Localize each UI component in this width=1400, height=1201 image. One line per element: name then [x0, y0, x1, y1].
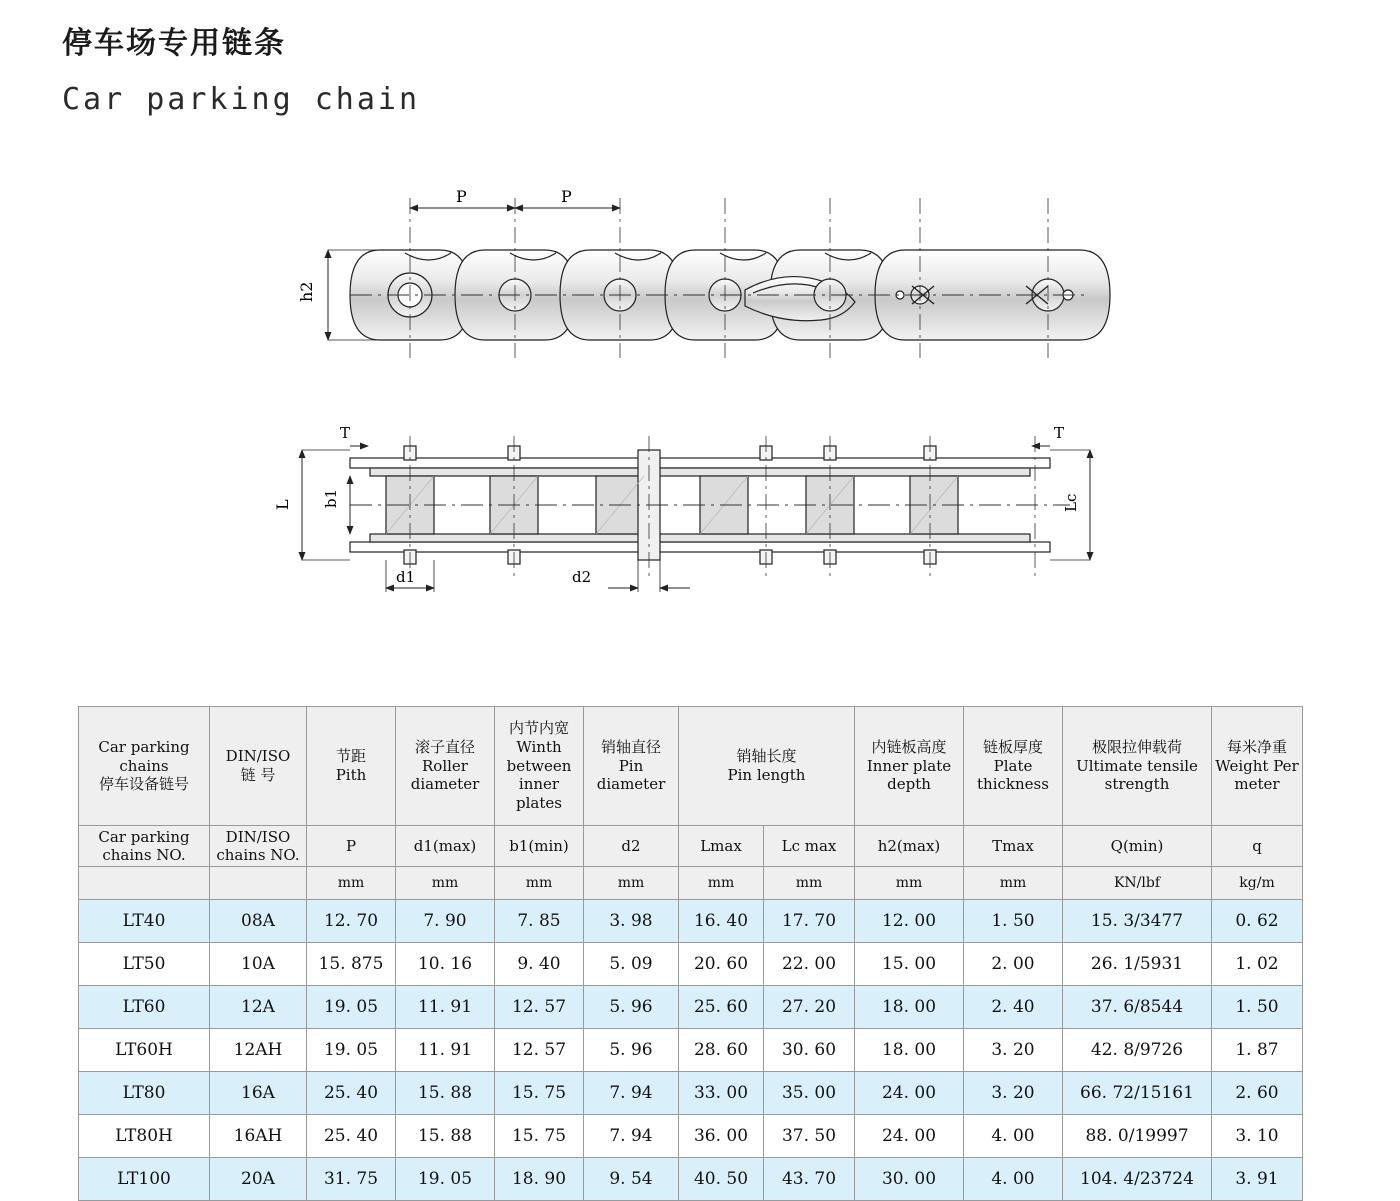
- cell-h2max: 30. 00: [855, 1158, 964, 1201]
- cell-pin-diameter: 5. 96: [584, 1029, 679, 1072]
- cell-qmin: 37. 6/8544: [1063, 986, 1212, 1029]
- unit-inner-width: mm: [495, 867, 584, 900]
- dim-label-pitch-2: P: [561, 187, 572, 206]
- cell-pin-diameter: 3. 98: [584, 900, 679, 943]
- cell-inner-width: 15. 75: [495, 1072, 584, 1115]
- cell-din-iso: 12A: [210, 986, 307, 1029]
- cell-pin-diameter: 7. 94: [584, 1072, 679, 1115]
- header-cell-pin-length: 销轴长度 Pin length: [679, 707, 855, 826]
- symbol-pitch: P: [307, 826, 396, 867]
- cell-pitch: 25. 40: [307, 1115, 396, 1158]
- symbol-q: q: [1212, 826, 1303, 867]
- cell-lmax: 16. 40: [679, 900, 764, 943]
- cell-inner-width: 12. 57: [495, 986, 584, 1029]
- cell-tmax: 4. 00: [964, 1158, 1063, 1201]
- unit-pitch: mm: [307, 867, 396, 900]
- cell-lmax: 33. 00: [679, 1072, 764, 1115]
- unit-lmax: mm: [679, 867, 764, 900]
- table-row: [79, 986, 1303, 1029]
- cell-q: 0. 62: [1212, 900, 1303, 943]
- cell-qmin: 15. 3/3477: [1063, 900, 1212, 943]
- header-cell-plate-thickness: 链板厚度 Plate thickness: [964, 707, 1063, 826]
- symbol-h2max: h2(max): [855, 826, 964, 867]
- cell-qmin: 88. 0/19997: [1063, 1115, 1212, 1158]
- cell-din-iso: 10A: [210, 943, 307, 986]
- cell-chain-no: LT60H: [79, 1029, 210, 1072]
- cell-q: 2. 60: [1212, 1072, 1303, 1115]
- header-cell-weight-per-meter: 每米净重 Weight Per meter: [1212, 707, 1303, 826]
- symbol-pin-diameter: d2: [584, 826, 679, 867]
- cell-pin-diameter: 5. 09: [584, 943, 679, 986]
- dim-label-t-left: T: [340, 424, 351, 442]
- cell-lmax: 25. 60: [679, 986, 764, 1029]
- cell-lmax: 40. 50: [679, 1158, 764, 1201]
- cell-q: 1. 87: [1212, 1029, 1303, 1072]
- cell-inner-width: 18. 90: [495, 1158, 584, 1201]
- symbol-lcmax: Lc max: [764, 826, 855, 867]
- cell-lcmax: 37. 50: [764, 1115, 855, 1158]
- cell-tmax: 3. 20: [964, 1072, 1063, 1115]
- cell-inner-width: 12. 57: [495, 1029, 584, 1072]
- header-cell-inner-plate-depth: 内链板高度 Inner plate depth: [855, 707, 964, 826]
- table-row: [79, 900, 1303, 943]
- cell-h2max: 18. 00: [855, 986, 964, 1029]
- cell-chain-no: LT40: [79, 900, 210, 943]
- cell-chain-no: LT100: [79, 1158, 210, 1201]
- dim-label-pitch-1: P: [456, 187, 467, 206]
- cell-lcmax: 17. 70: [764, 900, 855, 943]
- table-header-symbol-row: [79, 826, 1303, 867]
- cell-tmax: 1. 50: [964, 900, 1063, 943]
- cell-lcmax: 22. 00: [764, 943, 855, 986]
- cell-inner-width: 9. 40: [495, 943, 584, 986]
- unit-din-iso: [210, 867, 307, 900]
- header-cell-pin-diameter: 销轴直径 Pin diameter: [584, 707, 679, 826]
- cell-inner-width: 7. 85: [495, 900, 584, 943]
- unit-h2max: mm: [855, 867, 964, 900]
- table-row: [79, 943, 1303, 986]
- cell-q: 3. 10: [1212, 1115, 1303, 1158]
- cell-roller-diameter: 11. 91: [396, 986, 495, 1029]
- unit-qmin: KN/lbf: [1063, 867, 1212, 900]
- unit-pin-diameter: mm: [584, 867, 679, 900]
- cell-lcmax: 30. 60: [764, 1029, 855, 1072]
- page-title-chinese: 停车场专用链条: [62, 26, 286, 61]
- header-cell-width-inner-plates: 内节内宽 Winth between inner plates: [495, 707, 584, 826]
- header-cell-chain-no: Car parking chains 停车设备链号: [79, 707, 210, 826]
- cell-pin-diameter: 9. 54: [584, 1158, 679, 1201]
- table-row: [79, 1115, 1303, 1158]
- cell-h2max: 12. 00: [855, 900, 964, 943]
- cell-din-iso: 16AH: [210, 1115, 307, 1158]
- cell-roller-diameter: 19. 05: [396, 1158, 495, 1201]
- cell-h2max: 24. 00: [855, 1115, 964, 1158]
- cell-din-iso: 20A: [210, 1158, 307, 1201]
- cell-pitch: 25. 40: [307, 1072, 396, 1115]
- symbol-inner-width: b1(min): [495, 826, 584, 867]
- header-cell-din-iso: DIN/ISO 链 号: [210, 707, 307, 826]
- cell-qmin: 42. 8/9726: [1063, 1029, 1212, 1072]
- dim-label-d2: d2: [572, 568, 592, 586]
- cell-lcmax: 43. 70: [764, 1158, 855, 1201]
- cell-lcmax: 27. 20: [764, 986, 855, 1029]
- dim-label-t-right: T: [1054, 424, 1065, 442]
- symbol-roller-diameter: d1(max): [396, 826, 495, 867]
- header-cell-roller-diameter: 滚子直径 Roller diameter: [396, 707, 495, 826]
- cell-din-iso: 08A: [210, 900, 307, 943]
- cell-chain-no: LT50: [79, 943, 210, 986]
- dim-label-h2: h2: [297, 281, 316, 302]
- cell-din-iso: 16A: [210, 1072, 307, 1115]
- cell-lmax: 36. 00: [679, 1115, 764, 1158]
- table-header-main-row: [79, 707, 1303, 826]
- cell-roller-diameter: 10. 16: [396, 943, 495, 986]
- cell-pin-diameter: 7. 94: [584, 1115, 679, 1158]
- cell-chain-no: LT80H: [79, 1115, 210, 1158]
- header-cell-tensile-strength: 极限拉伸载荷 Ultimate tensile strength: [1063, 707, 1212, 826]
- cell-lmax: 20. 60: [679, 943, 764, 986]
- cell-lmax: 28. 60: [679, 1029, 764, 1072]
- table-row: [79, 1029, 1303, 1072]
- cell-roller-diameter: 7. 90: [396, 900, 495, 943]
- cell-h2max: 18. 00: [855, 1029, 964, 1072]
- table-row: [79, 1158, 1303, 1201]
- cell-q: 3. 91: [1212, 1158, 1303, 1201]
- symbol-din-iso: DIN/ISO chains NO.: [210, 826, 307, 867]
- cell-pin-diameter: 5. 96: [584, 986, 679, 1029]
- cell-pitch: 15. 875: [307, 943, 396, 986]
- dim-label-L: L: [273, 499, 292, 510]
- table-row: [79, 1072, 1303, 1115]
- unit-tmax: mm: [964, 867, 1063, 900]
- cell-roller-diameter: 11. 91: [396, 1029, 495, 1072]
- unit-chain-no: [79, 867, 210, 900]
- cell-q: 1. 02: [1212, 943, 1303, 986]
- cell-pitch: 19. 05: [307, 986, 396, 1029]
- cell-tmax: 3. 20: [964, 1029, 1063, 1072]
- cell-chain-no: LT60: [79, 986, 210, 1029]
- symbol-chain-no: Car parking chains NO.: [79, 826, 210, 867]
- cell-h2max: 15. 00: [855, 943, 964, 986]
- drawing-svg: [200, 150, 1200, 650]
- unit-roller-diameter: mm: [396, 867, 495, 900]
- cell-qmin: 26. 1/5931: [1063, 943, 1212, 986]
- cell-pitch: 19. 05: [307, 1029, 396, 1072]
- unit-q: kg/m: [1212, 867, 1303, 900]
- header-cell-pitch: 节距 Pith: [307, 707, 396, 826]
- cell-inner-width: 15. 75: [495, 1115, 584, 1158]
- chain-technical-drawing: [200, 150, 1200, 650]
- dim-label-d1: d1: [396, 568, 416, 586]
- cell-q: 1. 50: [1212, 986, 1303, 1029]
- cell-lcmax: 35. 00: [764, 1072, 855, 1115]
- chain-spec-table: [78, 706, 1303, 1201]
- cell-roller-diameter: 15. 88: [396, 1072, 495, 1115]
- cell-qmin: 104. 4/23724: [1063, 1158, 1212, 1201]
- cell-roller-diameter: 15. 88: [396, 1115, 495, 1158]
- symbol-qmin: Q(min): [1063, 826, 1212, 867]
- symbol-lmax: Lmax: [679, 826, 764, 867]
- cell-qmin: 66. 72/15161: [1063, 1072, 1212, 1115]
- cell-tmax: 2. 40: [964, 986, 1063, 1029]
- cell-chain-no: LT80: [79, 1072, 210, 1115]
- unit-lcmax: mm: [764, 867, 855, 900]
- cell-h2max: 24. 00: [855, 1072, 964, 1115]
- cell-tmax: 4. 00: [964, 1115, 1063, 1158]
- cell-pitch: 31. 75: [307, 1158, 396, 1201]
- cell-pitch: 12. 70: [307, 900, 396, 943]
- dim-label-b1: b1: [322, 488, 340, 508]
- page-title-english: Car parking chain: [62, 82, 421, 117]
- table-header-units-row: [79, 867, 1303, 900]
- symbol-tmax: Tmax: [964, 826, 1063, 867]
- dim-label-Lc: Lc: [1062, 493, 1080, 512]
- cell-din-iso: 12AH: [210, 1029, 307, 1072]
- cell-tmax: 2. 00: [964, 943, 1063, 986]
